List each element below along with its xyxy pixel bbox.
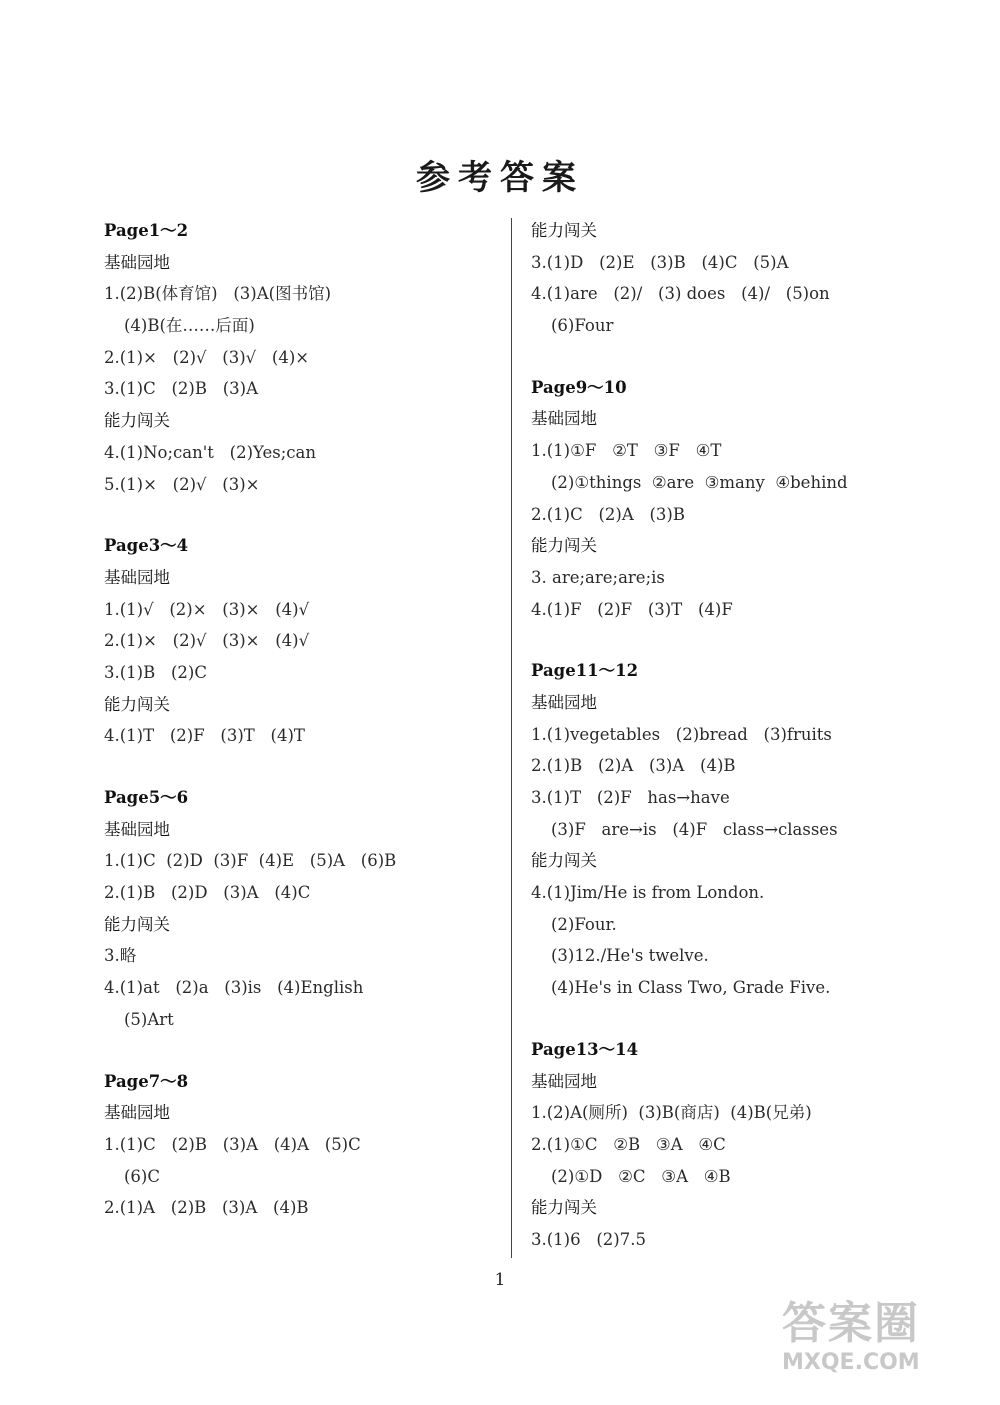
answer-line: 2.(1)× (2)√ (3)× (4)√ [104,631,310,651]
subsection-heading: 基础园地 [531,692,597,712]
subsection-heading: 能力闯关 [104,914,170,934]
subsection-heading: 基础园地 [104,567,170,587]
answer-line: 1.(1)C (2)D (3)F (4)E (5)A (6)B [104,851,397,871]
subsection-heading: 能力闯关 [531,536,597,556]
answer-line-continued: (2)Four. [551,914,617,934]
answer-line: 3.(1)T (2)F has→have [531,788,730,807]
subsection-heading: 能力闯关 [104,411,170,431]
answer-line: 2.(1)B (2)D (3)A (4)C [104,883,311,903]
answer-section [531,215,951,342]
answer-line: 2.(1)B (2)A (3)A (4)B [531,756,736,776]
answer-line: 4.(1)T (2)F (3)T (4)T [104,726,305,746]
section-page-heading: Page3～4 [104,536,189,556]
subsection-heading: 基础园地 [104,819,170,839]
left-column [104,215,524,1254]
answer-line: 1.(1)①F ②T ③F ④T [531,441,722,461]
answer-section [104,1066,524,1224]
answer-line-continued: (3)12./He's twelve. [551,946,709,966]
section-page-heading: Page1～2 [104,221,189,240]
answer-line-continued: (4)He's in Class Two, Grade Five. [551,978,831,998]
answer-line: 3. are;are;are;is [531,567,665,587]
answer-line: 2.(1)× (2)√ (3)√ (4)× [104,347,310,367]
subsection-heading: 基础园地 [531,409,597,429]
right-column [531,215,951,1286]
watermark-glyphs: 答案圈 [782,1298,920,1349]
answer-line: 4.(1)are (2)/ (3) does (4)/ (5)on [531,284,830,304]
subsection-heading: 基础园地 [104,252,170,272]
answer-line: 4.(1)No;can't (2)Yes;can [104,442,316,462]
answer-line: 1.(1)√ (2)× (3)× (4)√ [104,599,310,619]
page-title: 参考答案 [416,158,584,198]
answer-line: 4.(1)at (2)a (3)is (4)English [104,978,364,998]
answer-line: 2.(1)C (2)A (3)B [531,504,685,524]
answer-line-continued: (2)①D ②C ③A ④B [551,1166,731,1186]
answer-line-continued: (6)Four [551,316,614,336]
answer-section [104,530,524,752]
answer-section [531,655,951,1004]
answer-line-continued: (2)①things ②are ③many ④behind [551,472,848,492]
section-page-heading: Page9～10 [531,377,627,397]
answer-line: 3.(1)B (2)C [104,662,207,682]
answer-line-continued: (5)Art [124,1009,174,1029]
section-page-heading: Page5～6 [104,788,189,807]
answer-section [104,782,524,1036]
answer-line: 1.(2)B(体育馆) (3)A(图书馆) [104,284,332,304]
answer-line-continued: (3)F are→is (4)F class→classes [551,819,838,839]
section-page-heading: Page11～12 [531,661,639,681]
answer-line: 3.(1)C (2)B (3)A [104,379,258,399]
answer-line: 1.(1)C (2)B (3)A (4)A (5)C [104,1134,361,1154]
answer-line: 2.(1)①C ②B ③A ④C [531,1134,726,1154]
subsection-heading: 能力闯关 [104,694,170,714]
answer-line: 2.(1)A (2)B (3)A (4)B [104,1198,309,1218]
answer-section [531,372,951,626]
answer-line-continued: (4)B(在……后面) [124,316,255,336]
answer-line: 4.(1)Jim/He is from London. [531,883,765,903]
answer-section [104,215,524,500]
subsection-heading: 基础园地 [531,1071,597,1091]
answer-line: 3.(1)D (2)E (3)B (4)C (5)A [531,252,789,272]
answer-line-continued: (6)C [124,1166,160,1186]
answer-line: 3.(1)6 (2)7.5 [531,1229,646,1249]
subsection-heading: 基础园地 [104,1103,170,1123]
answer-line: 5.(1)× (2)√ (3)× [104,474,260,494]
subsection-heading: 能力闯关 [531,1198,597,1218]
subsection-heading: 能力闯关 [531,221,597,240]
section-page-heading: Page13～14 [531,1039,639,1059]
subsection-heading: 能力闯关 [531,851,597,871]
answer-line: 1.(1)vegetables (2)bread (3)fruits [531,724,832,744]
answer-line: 1.(2)A(厕所) (3)B(商店) (4)B(兄弟) [531,1103,812,1123]
section-page-heading: Page7～8 [104,1071,189,1091]
page-number: 1 [494,1270,506,1290]
watermark-url: MXQE.COM [782,1350,920,1375]
answer-line: 4.(1)F (2)F (3)T (4)F [531,599,733,619]
watermark-logo [782,1299,982,1385]
answer-line: 3.略 [104,946,137,966]
answer-section [531,1034,951,1256]
